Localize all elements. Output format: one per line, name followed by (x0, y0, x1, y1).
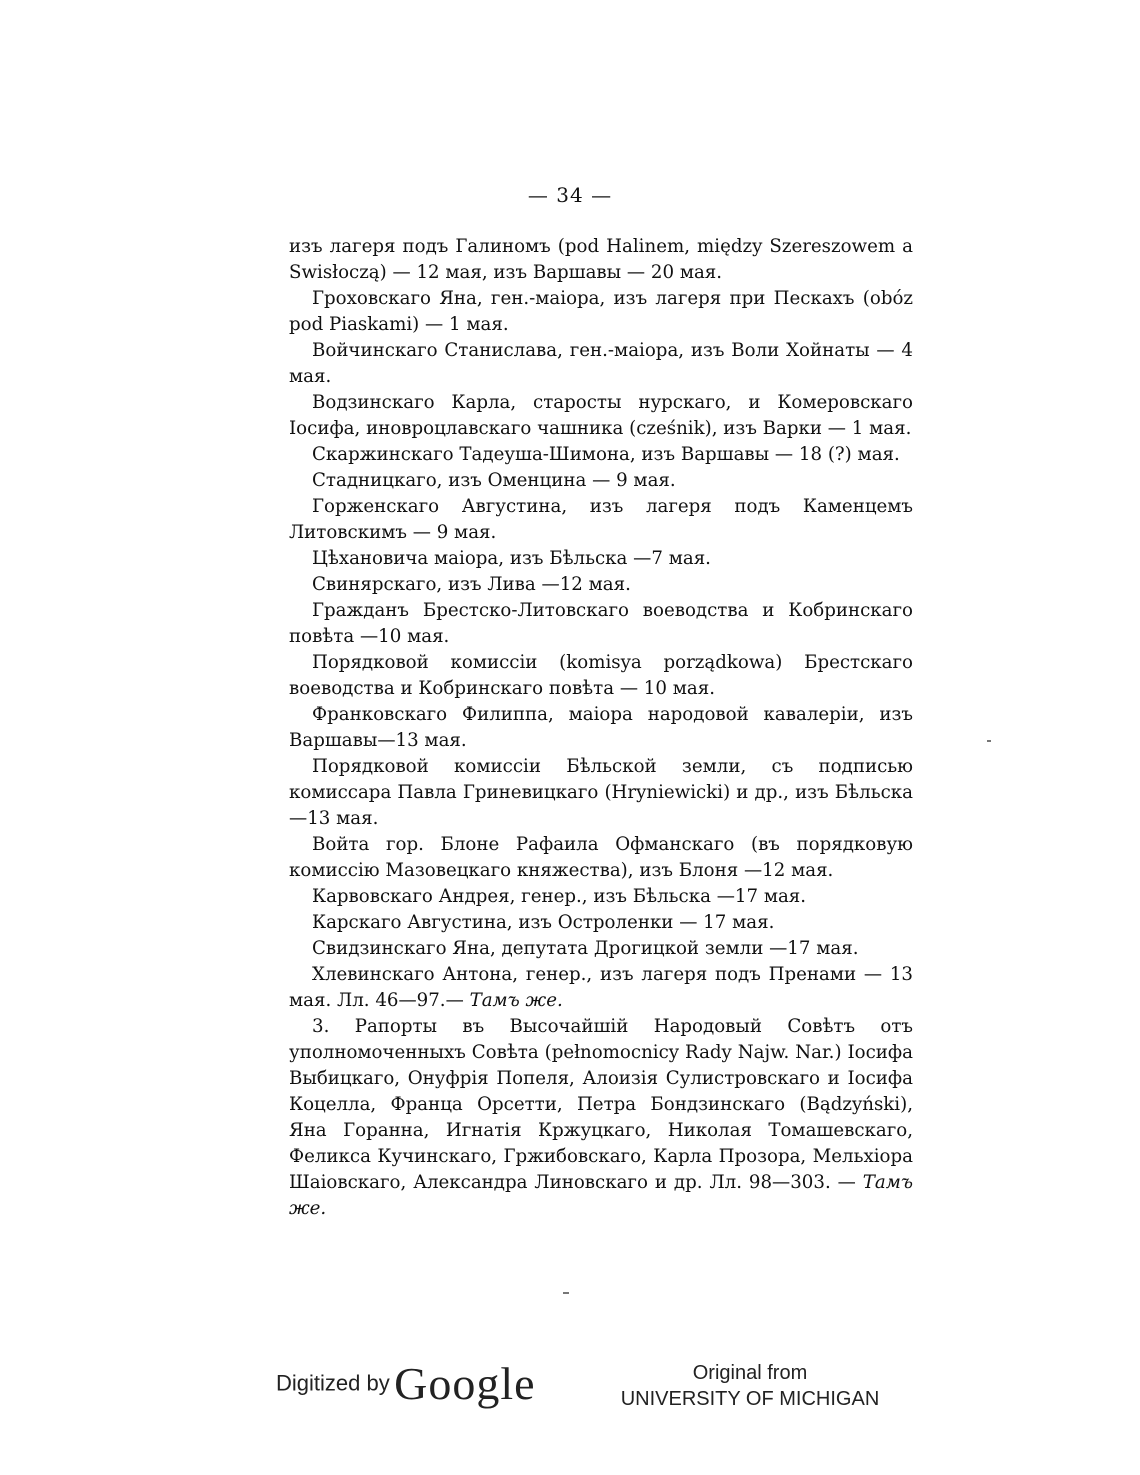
citation-italic: Тамъ же. (289, 1172, 913, 1219)
paragraph (289, 390, 913, 442)
paragraph-text: 3. Рапорты въ Высочайшій Народовый Совѣтъ отъ уполномоченныхъ Совѣта (pełnomocnicy Rady Najw. Nar.) Іосифа Выбицкаго, Онуфрія Попеля, Алоизія Сулистровскаго и Іосифа Коцелла, Франца Орсетти, Петра Бондзинскаго (Bądzyński), Яна Горанна, Игнатія Кржуцкаго, Николая Томашевскаго, Феликса Кучинскаго, Гржибовскаго, Карла Прозора, Мельхіора Шаіовскаго, Александра Линовскаго и др. Лл. 98—303. — (289, 1016, 913, 1193)
paragraph-text: Скаржинскаго Тадеуша-Шимона, изъ Варшавы — 18 (?) мая. (312, 444, 900, 465)
paragraph-text: Водзинскаго Карла, старосты нурскаго, и Комеровскаго Іосифа, иновроцлавскаго чашника (cześnik), изъ Варки — 1 мая. (289, 392, 913, 439)
paragraph (289, 598, 913, 650)
paragraph-text: Франковскаго Филиппа, маіора народовой кавалеріи, изъ Варшавы—13 мая. (289, 704, 913, 751)
paragraph-text: Горженскаго Августина, изъ лагеря подъ Каменцемъ Литовскимъ — 9 мая. (289, 496, 913, 543)
paragraph (289, 832, 913, 884)
paragraph (289, 338, 913, 390)
paragraph (289, 286, 913, 338)
paragraph (289, 234, 913, 286)
paragraph (289, 962, 913, 1014)
scan-speck (563, 1292, 569, 1294)
paragraph-text: Войчинскаго Станислава, ген.-маіора, изъ Воли Хойнаты — 4 мая. (289, 340, 913, 387)
original-from-label: Original from (692, 1362, 808, 1384)
paragraph-text: Карскаго Августина, изъ Остроленки — 17 мая. (312, 912, 775, 933)
paragraph (289, 936, 913, 962)
original-source (620, 1360, 880, 1412)
paragraph-text: Хлевинскаго Антона, генер., изъ лагеря подъ Пренами — 13 мая. Лл. 46—97.— (289, 964, 913, 1011)
paragraph (289, 442, 913, 468)
paragraph (289, 910, 913, 936)
scan-speck (987, 740, 991, 742)
paragraph (289, 546, 913, 572)
university-label: UNIVERSITY OF MICHIGAN (620, 1388, 880, 1410)
paragraph (289, 468, 913, 494)
paragraph (289, 1014, 913, 1222)
digitized-by-google (276, 1357, 536, 1410)
paragraph-text: Стадницкаго, изъ Оменцина — 9 мая. (312, 470, 676, 491)
paragraph (289, 884, 913, 910)
body-text (289, 234, 913, 1222)
citation-italic: Тамъ же. (469, 990, 563, 1011)
paragraph (289, 494, 913, 546)
paragraph (289, 572, 913, 598)
paragraph-text: Порядковой комиссіи Бѣльской земли, съ подписью комиссара Павла Гриневицкаго (Hryniewicki) и др., изъ Бѣльска —13 мая. (289, 756, 913, 829)
google-logo: Google (394, 1358, 536, 1409)
paragraph (289, 702, 913, 754)
paragraph-text: Свинярскаго, изъ Лива —12 мая. (312, 574, 631, 595)
paragraph-text: Гроховскаго Яна, ген.-маіора, изъ лагеря при Пескахъ (obóz pod Piaskami) — 1 мая. (289, 288, 913, 335)
paragraph-text: Порядковой комиссіи (komisya porządkowa) Брестскаго воеводства и Кобринскаго повѣта — 10 мая. (289, 652, 913, 699)
paragraph-text: Гражданъ Брестско-Литовскаго воеводства и Кобринскаго повѣта —10 мая. (289, 600, 913, 647)
paragraph-text: изъ лагеря подъ Галиномъ (pod Halinem, między Szereszowem a Swisłoczą) — 12 мая, изъ Варшавы — 20 мая. (289, 236, 913, 283)
paragraph-text: Карвовскаго Андрея, генер., изъ Бѣльска —17 мая. (312, 886, 807, 907)
paragraph-text: Свидзинскаго Яна, депутата Дрогицкой земли —17 мая. (312, 938, 859, 959)
paragraph-text: Цѣхановича маіора, изъ Бѣльска —7 мая. (312, 548, 711, 569)
digitized-label: Digitized by (276, 1370, 390, 1396)
paragraph-text: Войта гор. Блоне Рафаила Офманскаго (въ порядковую комиссію Мазовецкаго княжества), изъ Блоня —12 мая. (289, 834, 913, 881)
paragraph (289, 650, 913, 702)
page-number: — 34 — (527, 183, 613, 207)
paragraph (289, 754, 913, 832)
